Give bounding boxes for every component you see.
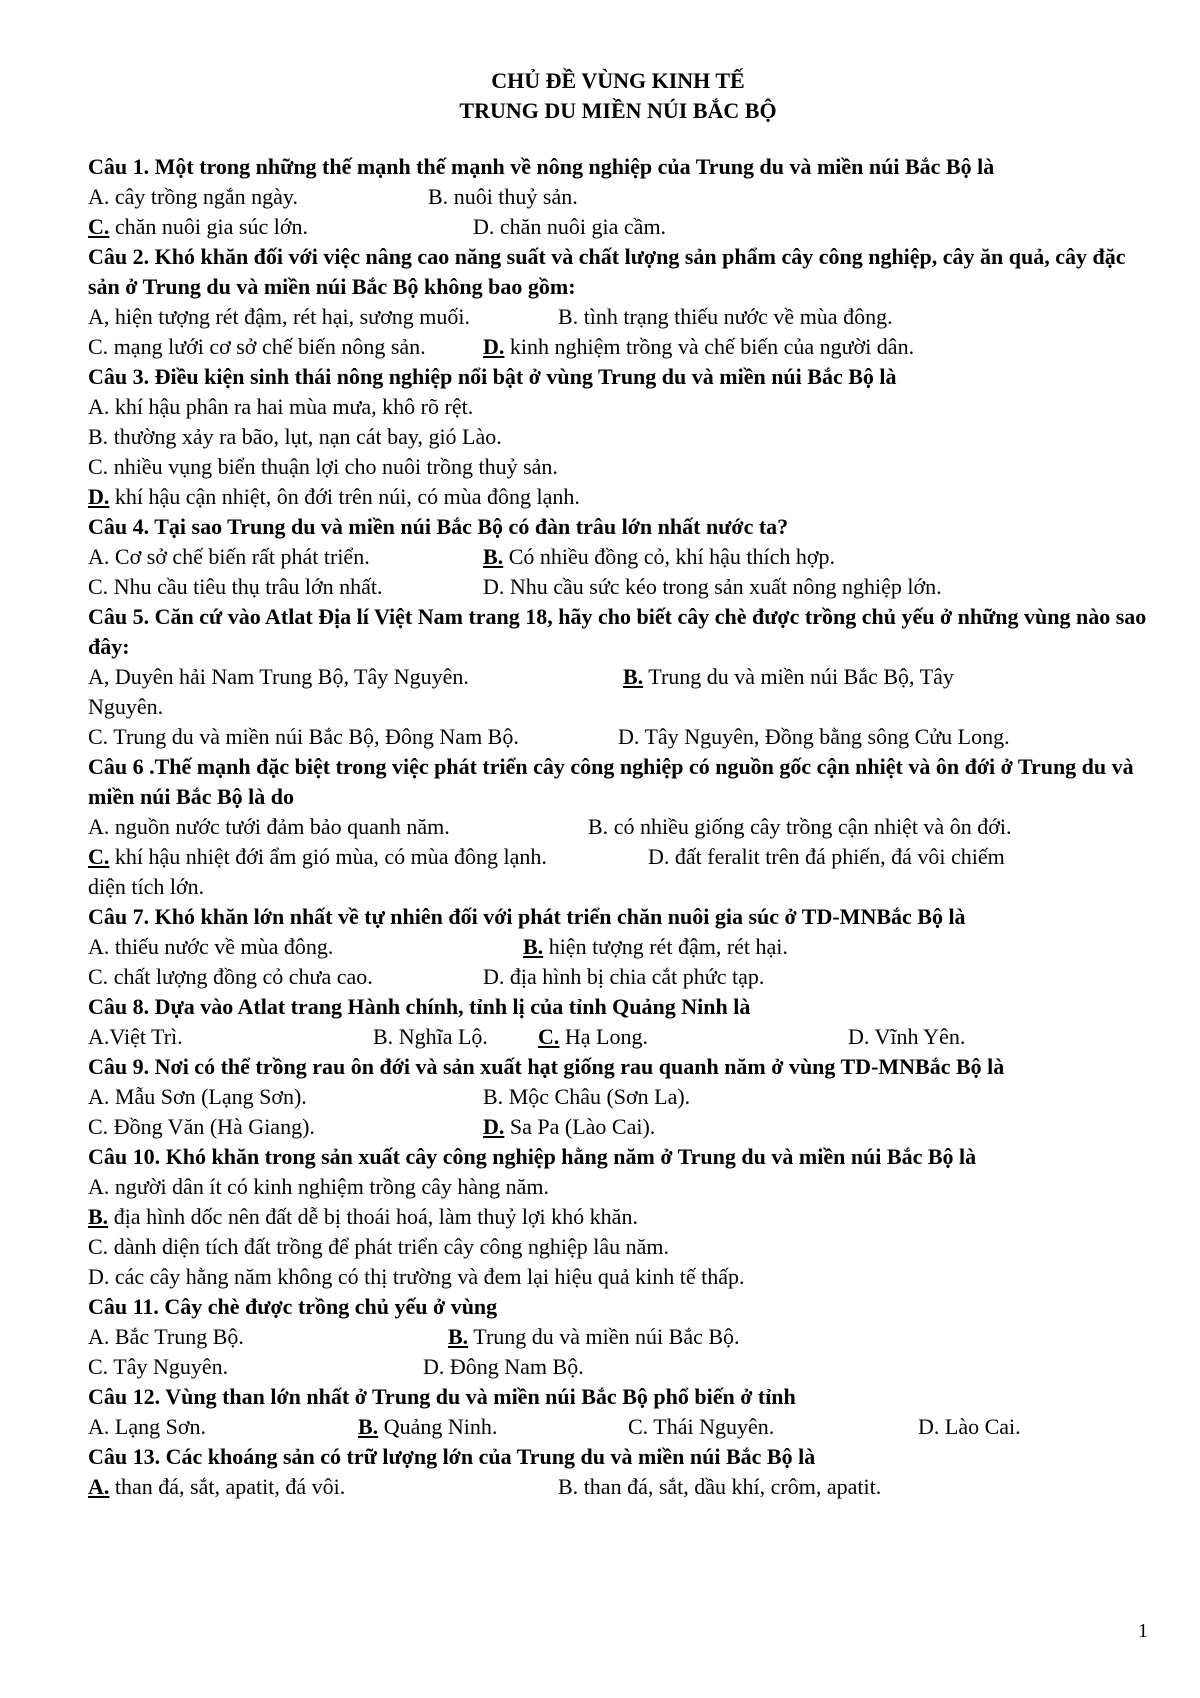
answer-option xyxy=(88,542,370,572)
answer-letter: A. xyxy=(88,934,110,959)
answer-letter: B. xyxy=(428,184,449,209)
answer-text: Tây Nguyên, Đồng bằng sông Cửu Long. xyxy=(639,724,1010,749)
correct-answer-letter: B. xyxy=(358,1414,379,1439)
answer-text: Đông Nam Bộ. xyxy=(444,1354,584,1379)
correct-answer-letter: D. xyxy=(483,334,505,359)
question-block xyxy=(88,152,1148,242)
answer-row xyxy=(88,1472,1148,1502)
question-text: Câu 6 .Thế mạnh đặc biệt trong việc phát triển cây công nghiệp có nguồn gốc cận nhiệt và ôn đới ở Trung du và miền núi Bắc Bộ là do xyxy=(88,754,1134,809)
answer-text: Tây Nguyên. xyxy=(108,1354,229,1379)
question-text: Câu 10. Khó khăn trong sản xuất cây công nghiệp hằng năm ở Trung du và miền núi Bắc Bộ là xyxy=(88,1144,977,1169)
answer-letter: C. xyxy=(88,454,109,479)
answer-row xyxy=(88,962,1148,992)
answer-option xyxy=(88,1022,183,1052)
question-block xyxy=(88,902,1148,992)
answer-row xyxy=(88,542,1148,572)
answer-text: địa hình dốc nên đất dễ bị thoái hoá, làm thuỷ lợi khó khăn. xyxy=(108,1204,638,1229)
question-text: Câu 13. Các khoáng sản có trữ lượng lớn của Trung du và miền núi Bắc Bộ là xyxy=(88,1444,816,1469)
answer-text: Cơ sở chế biến rất phát triển. xyxy=(109,544,370,569)
answer-option xyxy=(88,1204,638,1229)
title-line-1: CHỦ ĐỀ VÙNG KINH TẾ xyxy=(491,68,745,93)
answer-option xyxy=(88,302,470,332)
answer-option xyxy=(428,182,578,212)
answer-option xyxy=(88,454,558,479)
answer-text: tình trạng thiếu nước về mùa đông. xyxy=(578,304,893,329)
question-block xyxy=(88,1142,1148,1292)
answer-text: các cây hằng năm không có thị trường và đem lại hiệu quả kinh tế thấp. xyxy=(109,1264,745,1289)
answer-text: cây trồng ngắn ngày. xyxy=(109,184,298,209)
answer-text: Đồng Văn (Hà Giang). xyxy=(108,1114,315,1139)
correct-answer-letter: B. xyxy=(448,1324,469,1349)
answer-option xyxy=(88,722,519,752)
question-text: Câu 3. Điều kiện sinh thái nông nghiệp nổi bật ở vùng Trung du và miền núi Bắc Bộ là xyxy=(88,364,897,389)
answer-line xyxy=(88,392,1148,422)
answer-option xyxy=(88,424,502,449)
question-block xyxy=(88,1442,1148,1502)
answer-option xyxy=(88,332,426,362)
answer-text: kinh nghiệm trồng và chế biến của người dân. xyxy=(504,334,915,359)
answer-option xyxy=(88,182,298,212)
answer-text: Mộc Châu (Sơn La). xyxy=(503,1084,691,1109)
answer-option xyxy=(88,1264,744,1289)
question-block xyxy=(88,752,1148,902)
answer-letter: A. xyxy=(88,1024,110,1049)
answer-letter: B. xyxy=(558,304,579,329)
answer-text: khí hậu nhiệt đới ẩm gió mùa, có mùa đông lạnh. xyxy=(109,844,547,869)
answer-option xyxy=(88,1112,315,1142)
answer-option xyxy=(88,1472,345,1502)
answer-option xyxy=(88,662,469,692)
correct-answer-letter: A. xyxy=(88,1474,110,1499)
answer-row xyxy=(88,332,1148,362)
answer-letter: D. xyxy=(423,1354,445,1379)
answer-row xyxy=(88,842,1148,872)
answer-option xyxy=(88,1234,669,1259)
answer-row xyxy=(88,1112,1148,1142)
answer-text: khí hậu cận nhiệt, ôn đới trên núi, có mùa đông lạnh. xyxy=(109,484,580,509)
answer-text: Trung du và miền núi Bắc Bộ, Đông Nam Bộ. xyxy=(108,724,519,749)
answer-letter: A, xyxy=(88,304,110,329)
question-block xyxy=(88,992,1148,1052)
answer-letter: B. xyxy=(373,1024,394,1049)
answer-letter: D. xyxy=(618,724,640,749)
answer-option xyxy=(618,722,1010,752)
question-block xyxy=(88,1052,1148,1142)
answer-text: hiện tượng rét đậm, rét hại, sương muối. xyxy=(109,304,470,329)
answer-text: nguồn nước tưới đảm bảo quanh năm. xyxy=(109,814,450,839)
answer-letter: A. xyxy=(88,1174,110,1199)
answer-letter: B. xyxy=(483,1084,504,1109)
answer-line xyxy=(88,452,1148,482)
answer-option xyxy=(588,812,1011,842)
answer-line xyxy=(88,1262,1148,1292)
answer-text: Nguyên. xyxy=(88,694,164,719)
answer-line xyxy=(88,1202,1148,1232)
answer-letter: C. xyxy=(88,724,109,749)
answer-text: người dân ít có kinh nghiệm trồng cây hàng năm. xyxy=(109,1174,550,1199)
answer-option xyxy=(648,842,1005,872)
answer-text: chăn nuôi gia súc lớn. xyxy=(109,214,308,239)
answer-option xyxy=(448,1322,740,1352)
answer-option xyxy=(483,962,764,992)
title-line-2: TRUNG DU MIỀN NÚI BẮC BỘ xyxy=(459,98,777,123)
answer-text: dành diện tích đất trồng để phát triển cây công nghiệp lâu năm. xyxy=(108,1234,670,1259)
answer-line xyxy=(88,1232,1148,1262)
answer-letter: A. xyxy=(88,1414,110,1439)
answer-text: địa hình bị chia cắt phức tạp. xyxy=(504,964,765,989)
answer-row xyxy=(88,1022,1148,1052)
answer-text: Nhu cầu sức kéo trong sản xuất nông nghiệp lớn. xyxy=(504,574,942,599)
answer-option xyxy=(88,484,580,509)
answer-option xyxy=(88,1412,206,1442)
correct-answer-letter: B. xyxy=(523,934,544,959)
correct-answer-letter: C. xyxy=(88,214,110,239)
answer-option xyxy=(88,1352,228,1382)
answer-row xyxy=(88,1412,1148,1442)
answer-row xyxy=(88,182,1148,212)
answer-option xyxy=(88,212,308,242)
answer-row xyxy=(88,572,1148,602)
answer-text: Lào Cai. xyxy=(939,1414,1021,1439)
answer-letter: B. xyxy=(558,1474,579,1499)
answer-row xyxy=(88,1322,1148,1352)
question-block xyxy=(88,242,1148,362)
answer-line xyxy=(88,692,1148,722)
answer-row xyxy=(88,932,1148,962)
answer-option xyxy=(523,932,788,962)
answer-option xyxy=(373,1022,488,1052)
answer-text: chất lượng đồng cỏ chưa cao. xyxy=(108,964,373,989)
answer-option xyxy=(88,842,547,872)
question-text: Câu 8. Dựa vào Atlat trang Hành chính, tỉnh lị của tỉnh Quảng Ninh là xyxy=(88,994,751,1019)
answer-letter: A. xyxy=(88,1324,110,1349)
answer-continuation: diện tích lớn. xyxy=(88,874,205,899)
question-text: Câu 11. Cây chè được trồng chủ yếu ở vùng xyxy=(88,1294,498,1319)
answer-letter: D. xyxy=(473,214,495,239)
answer-option xyxy=(483,1082,690,1112)
answer-letter: D. xyxy=(848,1024,870,1049)
answer-letter: A. xyxy=(88,184,110,209)
answer-row xyxy=(88,812,1148,842)
answer-text: nhiều vụng biển thuận lợi cho nuôi trồng thuỷ sản. xyxy=(108,454,558,479)
answer-option xyxy=(88,932,333,962)
answer-option xyxy=(473,212,666,242)
answer-row xyxy=(88,1352,1148,1382)
answer-text: than đá, sắt, dầu khí, crôm, apatit. xyxy=(578,1474,882,1499)
answer-option xyxy=(483,1112,655,1142)
answer-text: hiện tượng rét đậm, rét hại. xyxy=(543,934,788,959)
answer-letter: A. xyxy=(88,394,110,419)
answer-text: Hạ Long. xyxy=(559,1024,648,1049)
answer-row xyxy=(88,1082,1148,1112)
answer-letter: A, xyxy=(88,664,110,689)
answer-letter: A. xyxy=(88,814,110,839)
answer-line xyxy=(88,482,1148,512)
correct-answer-letter: D. xyxy=(88,484,110,509)
answer-option xyxy=(623,662,954,692)
answer-option xyxy=(88,1174,549,1199)
answer-text: nuôi thuỷ sản. xyxy=(448,184,578,209)
answer-letter: C. xyxy=(88,1354,109,1379)
answer-option xyxy=(88,572,383,602)
question-text: Câu 1. Một trong những thế mạnh thế mạnh về nông nghiệp của Trung du và miền núi Bắc Bộ là xyxy=(88,154,995,179)
answer-letter: C. xyxy=(88,574,109,599)
answer-letter: D. xyxy=(648,844,670,869)
question-text: Câu 4. Tại sao Trung du và miền núi Bắc Bộ có đàn trâu lớn nhất nước ta? xyxy=(88,514,789,539)
correct-answer-letter: D. xyxy=(483,1114,505,1139)
answer-text: Nhu cầu tiêu thụ trâu lớn nhất. xyxy=(108,574,383,599)
document-page xyxy=(88,66,1148,1502)
answer-text: Mẫu Sơn (Lạng Sơn). xyxy=(109,1084,307,1109)
answer-option xyxy=(88,812,450,842)
answer-option xyxy=(88,1082,307,1112)
question-text: Câu 7. Khó khăn lớn nhất về tự nhiên đối với phát triển chăn nuôi gia súc ở TD-MNBắc Bộ là xyxy=(88,904,966,929)
answer-text: đất feralit trên đá phiến, đá vôi chiếm xyxy=(669,844,1005,869)
answer-option xyxy=(558,302,893,332)
answer-option xyxy=(558,1472,881,1502)
answer-row xyxy=(88,212,1148,242)
question-text: Câu 5. Căn cứ vào Atlat Địa lí Việt Nam trang 18, hãy cho biết cây chè được trồng chủ yếu ở những vùng nào sao đây: xyxy=(88,604,1147,659)
answer-text: Nghĩa Lộ. xyxy=(393,1024,488,1049)
answer-letter: D. xyxy=(88,1264,110,1289)
answer-text: Bắc Trung Bộ. xyxy=(109,1324,244,1349)
answer-text: có nhiều giống cây trồng cận nhiệt và ôn đới. xyxy=(608,814,1012,839)
answer-text: chăn nuôi gia cầm. xyxy=(494,214,667,239)
answer-row xyxy=(88,722,1148,752)
question-text: Câu 9. Nơi có thể trồng rau ôn đới và sản xuất hạt giống rau quanh năm ở vùng TD-MNBắc Bộ là xyxy=(88,1054,1005,1079)
answer-text: Sa Pa (Lào Cai). xyxy=(504,1114,656,1139)
question-list xyxy=(88,152,1148,1502)
correct-answer-letter: B. xyxy=(623,664,644,689)
answer-text: Có nhiều đồng cỏ, khí hậu thích hợp. xyxy=(503,544,836,569)
answer-letter: A. xyxy=(88,544,110,569)
answer-row xyxy=(88,662,1148,692)
answer-text: Việt Trì. xyxy=(109,1024,183,1049)
question-text: Câu 2. Khó khăn đối với việc nâng cao năng suất và chất lượng sản phẩm cây công nghiệp, cây ăn quả, cây đặc sản ở Trung du và miền núi Bắc Bộ không bao gồm: xyxy=(88,244,1126,299)
correct-answer-letter: C. xyxy=(88,844,110,869)
question-block xyxy=(88,1382,1148,1442)
answer-text: khí hậu phân ra hai mùa mưa, khô rõ rệt. xyxy=(109,394,474,419)
answer-option xyxy=(628,1412,774,1442)
answer-text: than đá, sắt, apatit, đá vôi. xyxy=(109,1474,346,1499)
answer-letter: D. xyxy=(483,574,505,599)
answer-letter: D. xyxy=(483,964,505,989)
answer-text: Vĩnh Yên. xyxy=(869,1024,966,1049)
answer-text: Trung du và miền núi Bắc Bộ, Tây xyxy=(643,664,954,689)
answer-letter: C. xyxy=(88,334,109,359)
answer-option xyxy=(88,394,473,419)
answer-text: mạng lưới cơ sở chế biến nông sản. xyxy=(108,334,426,359)
answer-option xyxy=(848,1022,965,1052)
answer-letter: C. xyxy=(88,964,109,989)
answer-letter: C. xyxy=(88,1234,109,1259)
answer-line xyxy=(88,422,1148,452)
answer-text: Quảng Ninh. xyxy=(378,1414,498,1439)
answer-text: thiếu nước về mùa đông. xyxy=(109,934,334,959)
question-block xyxy=(88,602,1148,752)
answer-text: thường xảy ra bão, lụt, nạn cát bay, gió Lào. xyxy=(108,424,502,449)
answer-letter: A. xyxy=(88,1084,110,1109)
answer-letter: B. xyxy=(588,814,609,839)
answer-option xyxy=(88,694,163,719)
answer-option xyxy=(483,572,942,602)
answer-text: Lạng Sơn. xyxy=(109,1414,206,1439)
correct-answer-letter: B. xyxy=(483,544,504,569)
answer-line xyxy=(88,1172,1148,1202)
question-block xyxy=(88,1292,1148,1382)
answer-option xyxy=(538,1022,648,1052)
answer-option xyxy=(88,1322,244,1352)
answer-option xyxy=(483,332,914,362)
correct-answer-letter: C. xyxy=(538,1024,560,1049)
answer-text: Trung du và miền núi Bắc Bộ. xyxy=(468,1324,740,1349)
answer-text: Thái Nguyên. xyxy=(648,1414,775,1439)
answer-letter: C. xyxy=(628,1414,649,1439)
answer-option xyxy=(483,542,835,572)
answer-row xyxy=(88,302,1148,332)
correct-answer-letter: B. xyxy=(88,1204,109,1229)
answer-option xyxy=(918,1412,1021,1442)
answer-letter: B. xyxy=(88,424,109,449)
answer-option xyxy=(88,962,373,992)
question-block xyxy=(88,362,1148,512)
answer-option xyxy=(358,1412,497,1442)
answer-letter: D. xyxy=(918,1414,940,1439)
page-number: 1 xyxy=(1138,1620,1148,1642)
answer-text: Duyên hải Nam Trung Bộ, Tây Nguyên. xyxy=(109,664,469,689)
question-text: Câu 12. Vùng than lớn nhất ở Trung du và miền núi Bắc Bộ phổ biến ở tỉnh xyxy=(88,1384,796,1409)
answer-letter: C. xyxy=(88,1114,109,1139)
question-block xyxy=(88,512,1148,602)
document-title xyxy=(88,66,1148,126)
answer-option xyxy=(423,1352,584,1382)
